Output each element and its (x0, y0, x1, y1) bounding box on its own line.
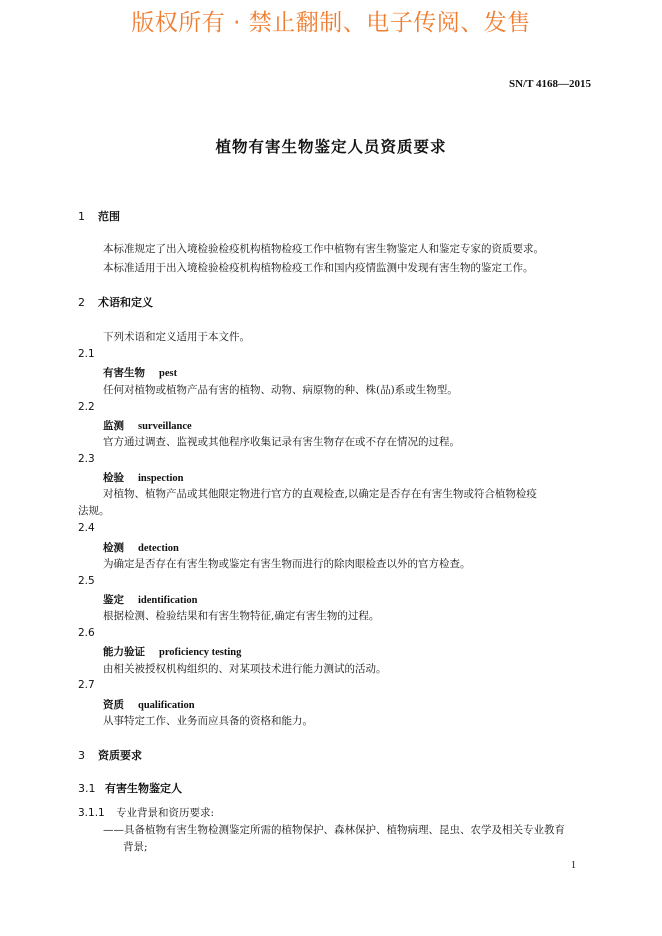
term-en: inspection (138, 473, 184, 484)
term-en: identification (138, 595, 198, 606)
term-zh: 鉴定 (103, 594, 124, 606)
subsection-number: 3.1 (78, 782, 96, 795)
document-title: 植物有害生物鉴定人员资质要求 (215, 138, 447, 156)
section-number: 2 (78, 296, 85, 309)
term-zh: 资质 (103, 699, 124, 711)
section-2-heading (78, 294, 153, 310)
subsection-title: 有害生物鉴定人 (105, 782, 182, 795)
term-en: pest (159, 368, 178, 379)
term-en: proficiency testing (159, 647, 242, 658)
term-definition: 官方通过调查、监视或其他程序收集记录有害生物存在或不存在情况的过程。 (103, 436, 460, 448)
term-definition: 为确定是否存在有害生物或鉴定有害生物而进行的除肉眼检查以外的官方检查。 (103, 558, 471, 570)
section-1-heading (78, 208, 120, 224)
section-1-paragraph-2: 本标准适用于出入境检验检疫机构植物检疫工作和国内疫情监测中发现有害生物的鉴定工作。 (103, 262, 534, 274)
term-name (103, 644, 241, 659)
term-number: 2.3 (78, 453, 95, 465)
term-zh: 监测 (103, 420, 124, 432)
term-number: 2.6 (78, 627, 95, 639)
section-title: 资质要求 (98, 749, 142, 762)
section-title: 范围 (98, 210, 120, 223)
term-definition: 由相关被授权机构组织的、对某项技术进行能力测试的活动。 (103, 663, 387, 675)
bullet-line-2: 背景; (123, 841, 148, 853)
term-en: detection (138, 543, 179, 554)
term-zh: 检验 (103, 472, 124, 484)
bullet-line-1: ——具备植物有害生物检测鉴定所需的植物保护、森林保护、植物病理、昆虫、农学及相关专业教育 (103, 824, 565, 836)
term-number: 2.5 (78, 575, 95, 587)
term-en: qualification (138, 700, 195, 711)
section-title: 术语和定义 (98, 296, 153, 309)
section-2-intro: 下列术语和定义适用于本文件。 (103, 331, 250, 343)
term-number: 2.4 (78, 522, 95, 534)
copyright-watermark: 版权所有 · 禁止翻制、电子传阅、发售 (131, 10, 531, 36)
term-name (103, 470, 184, 485)
section-3-heading (78, 747, 142, 763)
clause-3-1-1 (78, 805, 214, 821)
section-number: 1 (78, 210, 85, 223)
term-en: surveillance (138, 421, 192, 432)
term-name (103, 418, 192, 433)
term-number: 2.1 (78, 348, 95, 360)
subsection-3-1-heading (78, 780, 182, 796)
term-name (103, 365, 177, 380)
page-number: 1 (571, 860, 576, 871)
term-definition-line-2: 法规。 (78, 505, 110, 517)
term-zh: 检测 (103, 542, 124, 554)
term-definition: 根据检测、检验结果和有害生物特征,确定有害生物的过程。 (103, 610, 380, 622)
clause-text: 专业背景和资历要求: (116, 807, 215, 819)
section-number: 3 (78, 749, 85, 762)
clause-number: 3.1.1 (78, 807, 105, 819)
term-zh: 有害生物 (103, 367, 145, 379)
term-name (103, 697, 195, 712)
standard-number: SN/T 4168—2015 (508, 78, 591, 90)
term-definition-line-1: 对植物、植物产品或其他限定物进行官方的直观检查,以确定是否存在有害生物或符合植物检疫 (103, 488, 537, 500)
term-definition: 任何对植物或植物产品有害的植物、动物、病原物的种、株(品)系或生物型。 (103, 384, 458, 396)
term-zh: 能力验证 (103, 646, 145, 658)
term-number: 2.7 (78, 679, 95, 691)
term-definition: 从事特定工作、业务而应具备的资格和能力。 (103, 715, 313, 727)
term-number: 2.2 (78, 401, 95, 413)
term-name (103, 592, 198, 607)
term-name (103, 540, 179, 555)
section-1-paragraph-1: 本标准规定了出入境检验检疫机构植物检疫工作中植物有害生物鉴定人和鉴定专家的资质要求。 (103, 243, 544, 255)
